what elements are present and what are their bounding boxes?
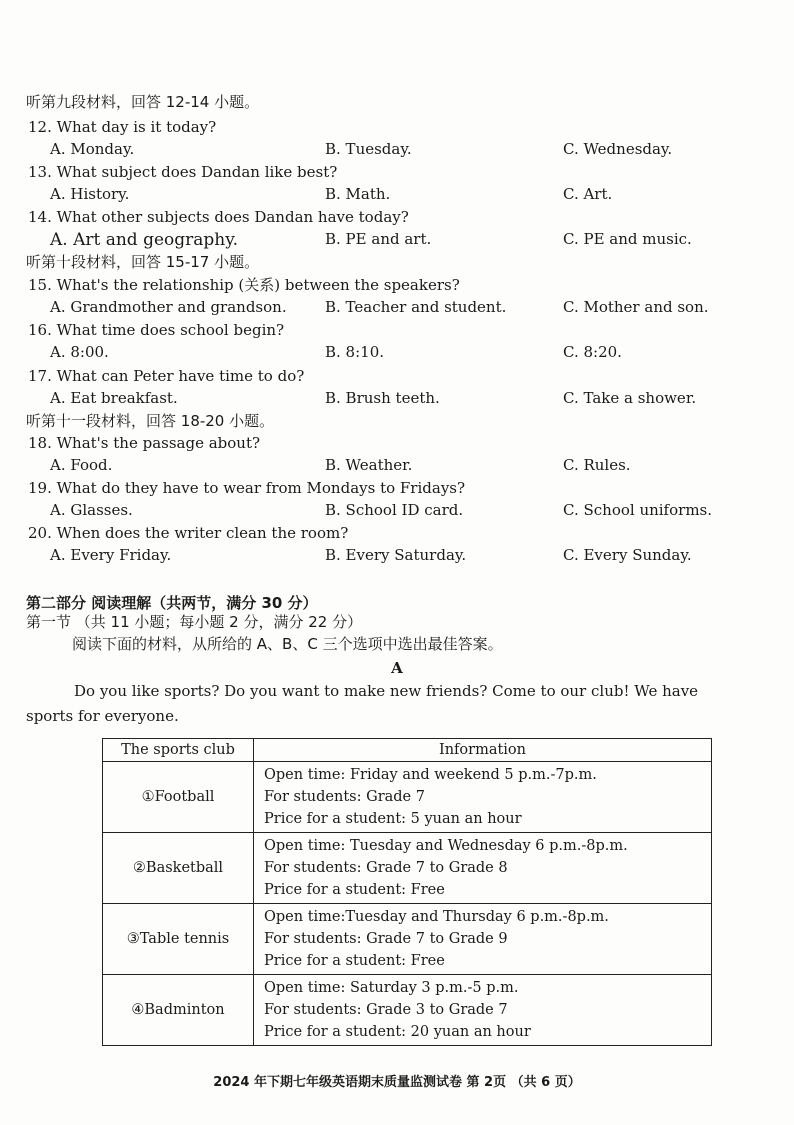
option-b: B. PE and art. <box>325 230 432 248</box>
option-b: B. School ID card. <box>325 501 464 519</box>
option-b: B. Tuesday. <box>325 140 412 158</box>
option-b: B. Teacher and student. <box>325 298 507 316</box>
question-14-options <box>0 230 794 250</box>
option-b: B. Every Saturday. <box>325 546 467 564</box>
club-price: Price for a student: Free <box>264 953 445 969</box>
option-a: A. History. <box>50 185 130 203</box>
option-b: B. Math. <box>325 185 391 203</box>
question-14: 14. What other subjects does Dandan have today? <box>28 208 409 226</box>
passage-label: A <box>391 659 403 677</box>
question-17-options <box>0 389 794 409</box>
option-a: A. Food. <box>50 456 113 474</box>
question-17: 17. What can Peter have time to do? <box>28 367 305 385</box>
option-c: C. Wednesday. <box>563 140 673 158</box>
club-name: ①Football <box>103 762 254 833</box>
option-a: A. Art and geography. <box>50 230 238 250</box>
option-b: B. Brush teeth. <box>325 389 440 407</box>
reading-instruction: 阅读下面的材料，从所给的 A、B、C 三个选项中选出最佳答案。 <box>72 635 503 653</box>
question-12-options <box>0 140 794 160</box>
table-row <box>103 975 712 1046</box>
club-price: Price for a student: 5 yuan an hour <box>264 811 522 827</box>
table-header-club: The sports club <box>103 739 254 762</box>
club-info <box>254 904 712 975</box>
part-two-title: 第二部分 阅读理解（共两节，满分 30 分） <box>26 594 318 612</box>
club-info <box>254 762 712 833</box>
club-students: For students: Grade 7 to Grade 8 <box>264 860 508 876</box>
option-a: A. Every Friday. <box>50 546 172 564</box>
option-a: A. Eat breakfast. <box>50 389 178 407</box>
question-12: 12. What day is it today? <box>28 118 217 136</box>
club-price: Price for a student: 20 yuan an hour <box>264 1024 531 1040</box>
table-row <box>103 904 712 975</box>
option-b: B. Weather. <box>325 456 413 474</box>
club-open-time: Open time:Tuesday and Thursday 6 p.m.-8p.m. <box>264 909 609 925</box>
option-c: C. Art. <box>563 185 613 203</box>
section-one-title: 第一节 （共 11 小题；每小题 2 分，满分 22 分） <box>26 613 363 631</box>
option-a: A. 8:00. <box>50 343 109 361</box>
option-a: A. Monday. <box>50 140 135 158</box>
club-name: ④Badminton <box>103 975 254 1046</box>
club-name: ③Table tennis <box>103 904 254 975</box>
option-c: C. School uniforms. <box>563 501 713 519</box>
club-name: ②Basketball <box>103 833 254 904</box>
passage-intro-line-2: sports for everyone. <box>26 707 179 725</box>
option-a: A. Grandmother and grandson. <box>50 298 287 316</box>
question-20: 20. When does the writer clean the room? <box>28 524 349 542</box>
table-row <box>103 833 712 904</box>
question-18-options <box>0 456 794 476</box>
club-students: For students: Grade 3 to Grade 7 <box>264 1002 508 1018</box>
passage-intro-line-1: Do you like sports? Do you want to make new friends? Come to our club! We have <box>74 682 699 700</box>
option-a: A. Glasses. <box>50 501 133 519</box>
club-open-time: Open time: Friday and weekend 5 p.m.-7p.m. <box>264 767 597 783</box>
option-c: C. PE and music. <box>563 230 692 248</box>
question-15-options <box>0 298 794 318</box>
option-c: C. Mother and son. <box>563 298 709 316</box>
club-students: For students: Grade 7 <box>264 789 425 805</box>
club-open-time: Open time: Tuesday and Wednesday 6 p.m.-8p.m. <box>264 838 628 854</box>
club-price: Price for a student: Free <box>264 882 445 898</box>
question-15: 15. What's the relationship (关系) between the speakers? <box>28 276 460 294</box>
club-info <box>254 975 712 1046</box>
club-students: For students: Grade 7 to Grade 9 <box>264 931 508 947</box>
option-c: C. Every Sunday. <box>563 546 692 564</box>
question-20-options <box>0 546 794 566</box>
listening-section-11-instruction: 听第十一段材料，回答 18-20 小题。 <box>26 412 275 430</box>
question-13: 13. What subject does Dandan like best? <box>28 163 338 181</box>
page-footer: 2024 年下期七年级英语期末质量监测试卷 第 2页 （共 6 页） <box>213 1075 581 1090</box>
option-c: C. Take a shower. <box>563 389 697 407</box>
sports-club-table <box>102 738 712 1046</box>
option-c: C. Rules. <box>563 456 631 474</box>
question-18: 18. What's the passage about? <box>28 434 261 452</box>
listening-section-10-instruction: 听第十段材料，回答 15-17 小题。 <box>26 253 260 271</box>
option-c: C. 8:20. <box>563 343 622 361</box>
table-header-row <box>103 739 712 762</box>
table-header-information: Information <box>254 739 712 762</box>
option-b: B. 8:10. <box>325 343 385 361</box>
club-open-time: Open time: Saturday 3 p.m.-5 p.m. <box>264 980 519 996</box>
question-19: 19. What do they have to wear from Mondays to Fridays? <box>28 479 466 497</box>
question-13-options <box>0 185 794 205</box>
question-16-options <box>0 343 794 363</box>
table-row <box>103 762 712 833</box>
club-info <box>254 833 712 904</box>
question-19-options <box>0 501 794 521</box>
question-16: 16. What time does school begin? <box>28 321 285 339</box>
listening-section-9-instruction: 听第九段材料，回答 12-14 小题。 <box>26 93 260 111</box>
